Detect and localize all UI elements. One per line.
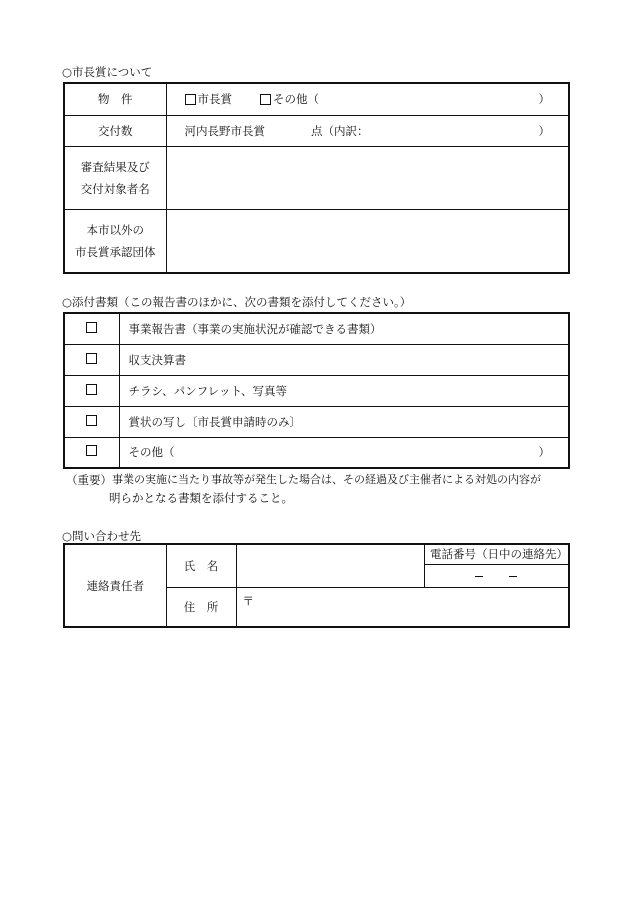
attachment-checkbox-2[interactable]: [86, 353, 97, 364]
attachment-checkbox-4[interactable]: [86, 415, 97, 426]
mayor-award-option-label: 市長賞: [197, 92, 232, 107]
important-note-line2: 明らかとなる書類を添付すること。: [109, 491, 293, 505]
property-options-cell: [166, 83, 569, 115]
review-value-field[interactable]: [166, 146, 569, 209]
mayor-award-section-title: ○市長賞について: [62, 65, 153, 79]
attachment-checkbox-1[interactable]: [86, 322, 97, 333]
address-field[interactable]: [236, 587, 569, 627]
count-close-paren: ）: [538, 123, 550, 138]
other-award-checkbox[interactable]: [260, 94, 271, 105]
mayor-award-table: [63, 82, 570, 274]
review-label-line1: 審査結果及び: [80, 159, 150, 174]
attachment-row: [64, 344, 569, 375]
attachments-section-title: ○添付書類（この報告書のほかに、次の書類を添付してください。）: [62, 295, 412, 309]
review-row: [64, 146, 569, 209]
contact-table: [63, 543, 570, 628]
property-close-paren: ）: [538, 92, 550, 107]
attachment-label-1: 事業報告書（事業の実施状況が確認できる書類）: [128, 321, 382, 336]
attachment-checkbox-5[interactable]: [86, 445, 97, 456]
count-text: 河内長野市長賞: [184, 123, 265, 138]
property-label: 物 件: [64, 83, 166, 115]
important-note-line1: 事業の実施に当たり事故等が発生した場合は、その経過及び主催者による対処の内容が: [112, 473, 541, 486]
count-row: [64, 115, 569, 146]
name-value-field[interactable]: [236, 544, 424, 587]
attachment-label-2: 収支決算書: [128, 352, 186, 367]
count-cell: [166, 115, 569, 146]
phone-value-field[interactable]: [424, 564, 569, 587]
contact-section-title: ○問い合わせ先: [62, 529, 142, 543]
other-org-row: [64, 209, 569, 273]
attachment-row: [64, 437, 569, 468]
attachment-row: [64, 375, 569, 406]
attachment-row: [64, 313, 569, 344]
review-label: [64, 146, 166, 209]
phone-label: 電話番号（日中の連絡先）: [424, 544, 569, 564]
other-award-option-label: その他（: [273, 92, 319, 107]
other-org-label-line2: 市長賞承認団体: [75, 244, 156, 259]
address-label: 住 所: [166, 587, 236, 627]
attachment-close-paren: ）: [538, 445, 550, 460]
attachments-table: [63, 312, 570, 469]
attachment-row: [64, 406, 569, 437]
attachment-label-3: チラシ、パンフレット、写真等: [128, 383, 287, 398]
contact-person-label: 連絡責任者: [64, 544, 166, 627]
other-org-label: [64, 209, 166, 273]
property-row: [64, 83, 569, 115]
important-note-prefix: （重要）: [66, 473, 112, 487]
count-label: 交付数: [64, 115, 166, 146]
mayor-award-checkbox[interactable]: [185, 94, 196, 105]
important-note: [66, 471, 572, 507]
phone-dash-1: [475, 576, 483, 577]
review-label-line2: 交付対象者名: [80, 181, 150, 196]
other-org-value-field[interactable]: [166, 209, 569, 273]
count-unit: 点（内訳：: [311, 123, 369, 138]
phone-dash-2: [509, 576, 517, 577]
other-org-label-line1: 本市以外の: [86, 222, 144, 237]
attachment-checkbox-3[interactable]: [86, 384, 97, 395]
postal-mark: 〒: [242, 593, 254, 608]
attachment-label-5: その他（: [128, 445, 175, 460]
attachment-label-4: 賞状の写し〔市長賞申請時のみ〕: [128, 414, 301, 429]
name-label: 氏 名: [166, 544, 236, 587]
